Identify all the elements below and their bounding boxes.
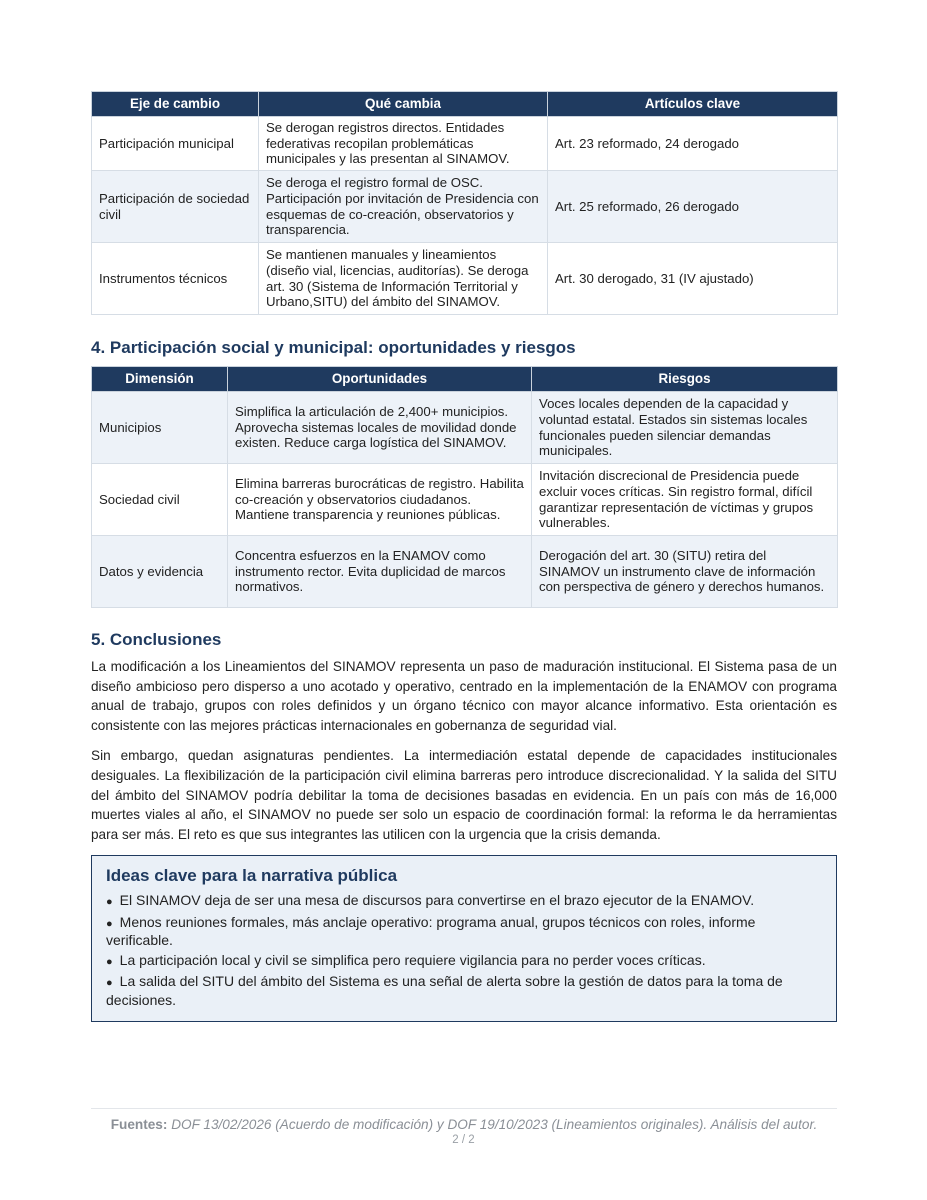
key-ideas-list bbox=[106, 892, 822, 1008]
list-item-text: Menos reuniones formales, más anclaje operativo: programa anual, grupos técnicos con roles, informe verificable. bbox=[106, 913, 756, 949]
bullet-icon: ● bbox=[106, 955, 113, 968]
table-cell: Elimina barreras burocráticas de registro. Habilita co-creación y observatorios ciudadanos. Mantiene transparencia y reuniones públicas. bbox=[228, 464, 532, 536]
table-cell: Municipios bbox=[92, 392, 228, 464]
section-heading: 4. Participación social y municipal: oportunidades y riesgos bbox=[91, 338, 576, 357]
key-ideas-callout bbox=[91, 855, 837, 1022]
table-cell: Datos y evidencia bbox=[92, 536, 228, 608]
bullet-icon: ● bbox=[106, 977, 113, 990]
list-item bbox=[106, 952, 822, 971]
table-row bbox=[92, 117, 838, 171]
table-row bbox=[92, 464, 838, 536]
table-cell: Se derogan registros directos. Entidades federativas recopilan problemáticas municipales y las presentan al SINAMOV. bbox=[259, 117, 548, 171]
paragraph: La modificación a los Lineamientos del SINAMOV representa un paso de maduración institucional. El Sistema pasa de un diseño ambicioso pero disperso a uno acotado y operativo, centrado en la implementación de la ENAMOV con programa anual de trabajo, grupos con roles definidos y un órgano técnico con mayor alcance informativo. Esta orientación es consistente con las mejores prácticas internacionales en gobernanza de seguridad vial. bbox=[91, 659, 837, 733]
list-item bbox=[106, 914, 822, 949]
table-cell: Se mantienen manuales y lineamientos (diseño vial, licencias, auditorías). Se deroga art. 30 (Sistema de Información Territorial y Urbano,SITU) del ámbito del SINAMOV. bbox=[259, 243, 548, 315]
callout-title: Ideas clave para la narrativa pública bbox=[106, 866, 398, 886]
sources-text: DOF 13/02/2026 (Acuerdo de modificación) y DOF 19/10/2023 (Lineamientos originales). Análisis del autor. bbox=[171, 1117, 818, 1132]
page-content bbox=[91, 91, 837, 1022]
section-heading: 5. Conclusiones bbox=[91, 630, 222, 649]
paragraph: Sin embargo, quedan asignaturas pendientes. La intermediación estatal depende de capacidades institucionales desiguales. La flexibilización de la participación civil elimina barreras pero introduce discrecionalidad. Y la salida del SITU del ámbito del SINAMOV podría debilitar la toma de decisiones basadas en evidencia. En un país con más de 16,000 muertes viales al año, el SINAMOV no puede ser solo un espacio de coordinación formal: la reforma le da herramientas para ser más. El reto es que sus integrantes las utilicen con la urgencia que la crisis demanda. bbox=[91, 748, 837, 842]
changes-table bbox=[91, 91, 838, 315]
bullet-icon: ● bbox=[106, 896, 113, 909]
list-item-text: La salida del SITU del ámbito del Sistema es una señal de alerta sobre la gestión de datos para la toma de decisiones. bbox=[106, 973, 783, 1008]
page-number: 2 / 2 bbox=[452, 1134, 475, 1146]
table-row bbox=[92, 392, 838, 464]
table-cell: Invitación discrecional de Presidencia puede excluir voces críticas. Sin registro formal, difícil garantizar representación de víctimas y grupos vulnerables. bbox=[532, 464, 838, 536]
table-row bbox=[92, 243, 838, 315]
table-header-row bbox=[92, 367, 838, 392]
sources-footer bbox=[91, 1108, 837, 1132]
list-item bbox=[106, 973, 822, 1008]
table-cell: Simplifica la articulación de 2,400+ municipios. Aprovecha sistemas locales de movilidad donde existen. Reduce carga logística del SINAMOV. bbox=[228, 392, 532, 464]
table-header: Oportunidades bbox=[228, 367, 532, 392]
list-item-text: La participación local y civil se simplifica pero requiere vigilancia para no perder voces críticas. bbox=[119, 951, 706, 968]
table-cell: Sociedad civil bbox=[92, 464, 228, 536]
table-row bbox=[92, 536, 838, 608]
table-header: Qué cambia bbox=[259, 92, 548, 117]
table-header-row bbox=[92, 92, 838, 117]
table-cell: Participación municipal bbox=[92, 117, 259, 171]
table-cell: Derogación del art. 30 (SITU) retira del SINAMOV un instrumento clave de información con perspectiva de género y derechos humanos. bbox=[532, 536, 838, 608]
bullet-icon: ● bbox=[106, 917, 113, 930]
sources-label: Fuentes: bbox=[110, 1117, 168, 1132]
table-cell: Art. 23 reformado, 24 derogado bbox=[548, 117, 838, 171]
table-cell: Participación de sociedad civil bbox=[92, 171, 259, 243]
table-cell: Art. 30 derogado, 31 (IV ajustado) bbox=[548, 243, 838, 315]
table-header: Riesgos bbox=[532, 367, 838, 392]
table-header: Artículos clave bbox=[548, 92, 838, 117]
table-cell: Concentra esfuerzos en la ENAMOV como instrumento rector. Evita duplicidad de marcos normativos. bbox=[228, 536, 532, 608]
table-row bbox=[92, 171, 838, 243]
table-cell: Se deroga el registro formal de OSC. Participación por invitación de Presidencia con esquemas de co-creación, observatorios y transparencia. bbox=[259, 171, 548, 243]
list-item-text: El SINAMOV deja de ser una mesa de discursos para convertirse en el brazo ejecutor de la ENAMOV. bbox=[119, 892, 755, 909]
list-item bbox=[106, 892, 822, 911]
table-header: Eje de cambio bbox=[92, 92, 259, 117]
table-cell: Art. 25 reformado, 26 derogado bbox=[548, 171, 838, 243]
table-header: Dimensión bbox=[92, 367, 228, 392]
table-cell: Voces locales dependen de la capacidad y voluntad estatal. Estados sin sistemas locales funcionales pueden silenciar demandas municipales. bbox=[532, 392, 838, 464]
opportunities-risks-table bbox=[91, 366, 838, 608]
table-cell: Instrumentos técnicos bbox=[92, 243, 259, 315]
